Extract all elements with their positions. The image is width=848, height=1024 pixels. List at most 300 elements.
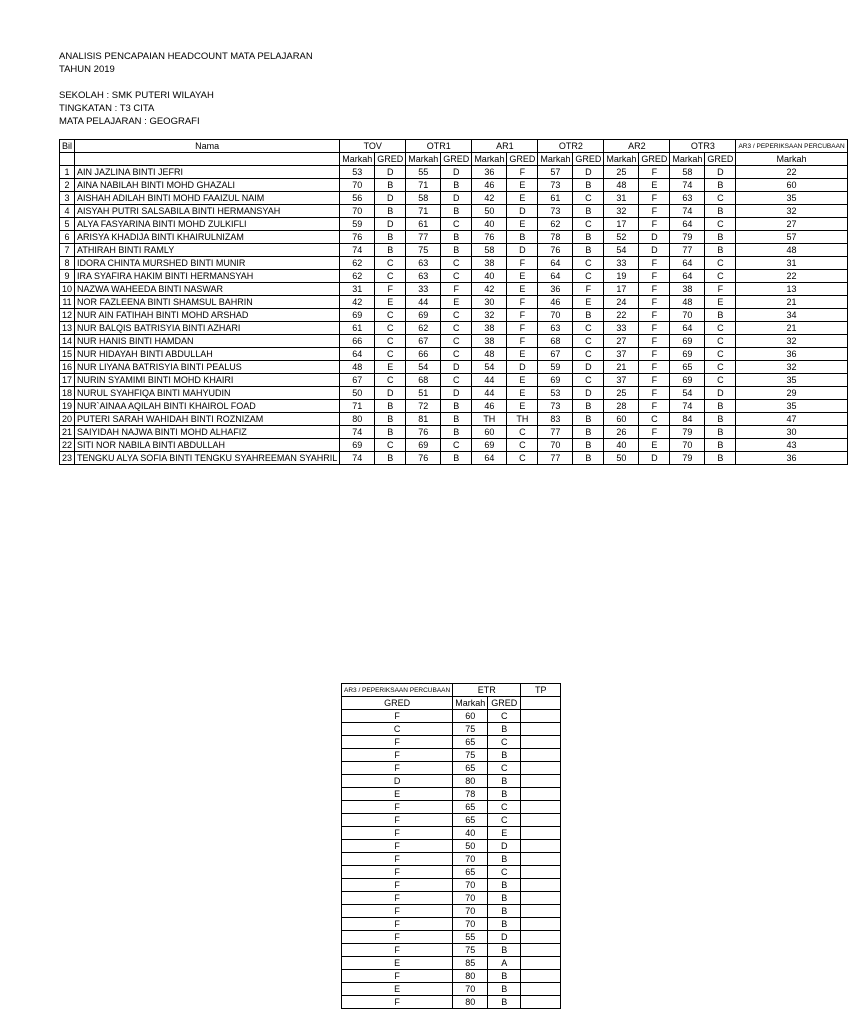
- cell-markah: 42: [340, 296, 375, 309]
- cell-gred: B: [488, 983, 521, 996]
- cell-markah: 65: [453, 801, 488, 814]
- col-markah: Markah: [453, 697, 488, 710]
- table-row-continued: [342, 801, 561, 814]
- cell-gred: B: [375, 231, 406, 244]
- cell-markah: TH: [472, 413, 507, 426]
- cell-gred: F: [342, 892, 453, 905]
- table-row: [60, 439, 848, 452]
- cell-markah: 44: [472, 374, 507, 387]
- cell-gred: F: [639, 426, 670, 439]
- cell-markah: 74: [670, 400, 705, 413]
- cell-markah: 31: [340, 283, 375, 296]
- cell-gred: D: [375, 218, 406, 231]
- cell-markah: 21: [736, 296, 847, 309]
- cell-gred: D: [488, 840, 521, 853]
- cell-markah: 72: [406, 400, 441, 413]
- cell-gred: C: [705, 192, 736, 205]
- cell-gred: F: [342, 970, 453, 983]
- cell-gred: B: [375, 426, 406, 439]
- cell-gred: B: [441, 426, 472, 439]
- cell-markah: 60: [604, 413, 639, 426]
- cell-gred: B: [573, 413, 604, 426]
- cell-markah: 58: [670, 166, 705, 179]
- cell-gred: D: [573, 361, 604, 374]
- cell-markah: 42: [472, 283, 507, 296]
- cell-markah: 48: [670, 296, 705, 309]
- cell-markah: 69: [670, 374, 705, 387]
- cell-tp: [521, 931, 561, 944]
- cell-bil: 23: [60, 452, 75, 465]
- cell-markah: 65: [453, 814, 488, 827]
- cell-gred: D: [441, 361, 472, 374]
- cell-gred: C: [573, 270, 604, 283]
- col-nama-blank: [75, 153, 340, 166]
- cell-markah: 40: [604, 439, 639, 452]
- cell-gred: F: [639, 283, 670, 296]
- cell-markah: 48: [340, 361, 375, 374]
- cell-gred: B: [573, 231, 604, 244]
- cell-gred: F: [342, 918, 453, 931]
- cell-bil: 3: [60, 192, 75, 205]
- cell-nama: NUR LIYANA BATRISYIA BINTI PEALUS: [75, 361, 340, 374]
- cell-tp: [521, 801, 561, 814]
- table-row: [60, 218, 848, 231]
- cell-markah: 79: [670, 452, 705, 465]
- col-group-etr: ETR: [453, 684, 521, 697]
- cell-bil: 21: [60, 426, 75, 439]
- cell-gred: C: [441, 322, 472, 335]
- cell-gred: C: [488, 866, 521, 879]
- cell-markah: 63: [406, 270, 441, 283]
- cell-gred: C: [375, 257, 406, 270]
- cell-markah: 70: [453, 983, 488, 996]
- cell-markah: 64: [340, 348, 375, 361]
- cell-markah: 70: [453, 853, 488, 866]
- cell-gred: B: [375, 452, 406, 465]
- cell-gred: D: [441, 166, 472, 179]
- cell-bil: 10: [60, 283, 75, 296]
- col-gred: GRED: [573, 153, 604, 166]
- cell-gred: F: [507, 257, 538, 270]
- cell-markah: 53: [538, 387, 573, 400]
- cell-gred: D: [488, 931, 521, 944]
- cell-gred: B: [375, 400, 406, 413]
- cell-gred: C: [375, 439, 406, 452]
- cell-gred: F: [639, 322, 670, 335]
- cell-gred: C: [507, 452, 538, 465]
- cell-gred: B: [488, 944, 521, 957]
- cell-gred: D: [705, 166, 736, 179]
- cell-tp: [521, 957, 561, 970]
- cell-markah: 38: [472, 335, 507, 348]
- cell-markah: 40: [453, 827, 488, 840]
- table-row: [60, 426, 848, 439]
- cell-gred: F: [507, 296, 538, 309]
- cell-markah: 80: [453, 996, 488, 1009]
- cell-markah: 31: [604, 192, 639, 205]
- cell-markah: 36: [736, 452, 847, 465]
- cell-markah: 29: [736, 387, 847, 400]
- table-row-continued: [342, 827, 561, 840]
- cell-markah: 77: [670, 244, 705, 257]
- cell-gred: E: [507, 192, 538, 205]
- cell-markah: 73: [538, 400, 573, 413]
- cell-bil: 22: [60, 439, 75, 452]
- cell-nama: SITI NOR NABILA BINTI ABDULLAH: [75, 439, 340, 452]
- cell-markah: 75: [406, 244, 441, 257]
- table-row-continued: [342, 905, 561, 918]
- cell-gred: F: [342, 853, 453, 866]
- cell-bil: 17: [60, 374, 75, 387]
- table-row: [60, 309, 848, 322]
- cell-markah: 69: [340, 439, 375, 452]
- cell-gred: E: [441, 296, 472, 309]
- cell-markah: 51: [406, 387, 441, 400]
- cell-markah: 78: [538, 231, 573, 244]
- cell-markah: 67: [406, 335, 441, 348]
- cell-gred: B: [705, 413, 736, 426]
- cell-gred: E: [375, 361, 406, 374]
- col-group-ar3-cont: AR3 / PEPERIKSAAN PERCUBAAN: [342, 684, 453, 697]
- cell-gred: B: [573, 179, 604, 192]
- cell-nama: ALYA FASYARINA BINTI MOHD ZULKIFLI: [75, 218, 340, 231]
- cell-markah: 73: [538, 179, 573, 192]
- cell-markah: 46: [538, 296, 573, 309]
- cell-gred: F: [375, 283, 406, 296]
- cell-markah: 67: [538, 348, 573, 361]
- cell-gred: B: [573, 244, 604, 257]
- cell-gred: C: [705, 348, 736, 361]
- cell-markah: 64: [670, 218, 705, 231]
- cell-gred: C: [488, 710, 521, 723]
- cell-gred: F: [639, 257, 670, 270]
- cell-bil: 15: [60, 348, 75, 361]
- cell-gred: TH: [507, 413, 538, 426]
- cell-gred: B: [573, 205, 604, 218]
- cell-gred: D: [639, 452, 670, 465]
- cell-bil: 2: [60, 179, 75, 192]
- cell-gred: C: [488, 762, 521, 775]
- cell-tp: [521, 866, 561, 879]
- cell-markah: 71: [406, 205, 441, 218]
- cell-markah: 63: [670, 192, 705, 205]
- cell-bil: 1: [60, 166, 75, 179]
- cell-gred: F: [639, 309, 670, 322]
- cell-markah: 68: [538, 335, 573, 348]
- cell-tp: [521, 762, 561, 775]
- cell-markah: 35: [736, 192, 847, 205]
- school-name: SEKOLAH : SMK PUTERI WILAYAH: [59, 90, 214, 101]
- table-row-continued: [342, 970, 561, 983]
- cell-markah: 70: [538, 439, 573, 452]
- cell-gred: D: [573, 166, 604, 179]
- cell-gred: C: [441, 335, 472, 348]
- cell-gred: B: [488, 996, 521, 1009]
- col-group-otr3: OTR3: [670, 140, 736, 153]
- cell-gred: F: [639, 335, 670, 348]
- cell-gred: F: [441, 283, 472, 296]
- headcount-table-continued: [341, 683, 561, 1009]
- table-row-continued: [342, 944, 561, 957]
- cell-markah: 74: [670, 205, 705, 218]
- cell-markah: 70: [453, 879, 488, 892]
- cell-markah: 32: [736, 205, 847, 218]
- cell-markah: 33: [604, 257, 639, 270]
- cell-gred: E: [342, 788, 453, 801]
- cell-gred: F: [342, 879, 453, 892]
- cell-markah: 50: [604, 452, 639, 465]
- cell-tp: [521, 736, 561, 749]
- cell-markah: 38: [472, 257, 507, 270]
- cell-tp: [521, 749, 561, 762]
- cell-gred: C: [705, 374, 736, 387]
- cell-tp: [521, 853, 561, 866]
- col-markah: Markah: [406, 153, 441, 166]
- table-row: [60, 296, 848, 309]
- col-markah: Markah: [340, 153, 375, 166]
- table-row-continued: [342, 931, 561, 944]
- cell-markah: 66: [406, 348, 441, 361]
- cell-gred: B: [488, 749, 521, 762]
- cell-nama: NUR AIN FATIHAH BINTI MOHD ARSHAD: [75, 309, 340, 322]
- cell-markah: 76: [406, 452, 441, 465]
- table-row: [60, 361, 848, 374]
- cell-markah: 75: [453, 723, 488, 736]
- cell-gred: C: [573, 322, 604, 335]
- cell-gred: F: [342, 762, 453, 775]
- cell-markah: 77: [538, 426, 573, 439]
- header-row-groups: [60, 140, 848, 153]
- cell-gred: C: [488, 801, 521, 814]
- col-group-otr2: OTR2: [538, 140, 604, 153]
- cell-markah: 13: [736, 283, 847, 296]
- cell-tp: [521, 892, 561, 905]
- cell-tp: [521, 983, 561, 996]
- cell-markah: 76: [472, 231, 507, 244]
- cell-gred: E: [507, 348, 538, 361]
- cell-nama: AISHAH ADILAH BINTI MOHD FAAIZUL NAIM: [75, 192, 340, 205]
- cell-markah: 55: [453, 931, 488, 944]
- cell-gred: F: [342, 905, 453, 918]
- cell-markah: 43: [736, 439, 847, 452]
- cell-markah: 80: [340, 413, 375, 426]
- cell-gred: B: [441, 205, 472, 218]
- cell-markah: 60: [472, 426, 507, 439]
- cell-gred: D: [375, 192, 406, 205]
- cell-markah: 69: [670, 335, 705, 348]
- cell-gred: D: [573, 387, 604, 400]
- cell-markah: 54: [406, 361, 441, 374]
- cell-markah: 53: [340, 166, 375, 179]
- cell-gred: B: [375, 205, 406, 218]
- cell-markah: 28: [604, 400, 639, 413]
- cell-gred: B: [488, 853, 521, 866]
- cell-gred: E: [507, 387, 538, 400]
- cell-gred: D: [639, 231, 670, 244]
- cell-gred: A: [488, 957, 521, 970]
- cell-markah: 17: [604, 218, 639, 231]
- cell-gred: E: [507, 179, 538, 192]
- cell-markah: 32: [736, 361, 847, 374]
- cell-markah: 42: [472, 192, 507, 205]
- cell-markah: 17: [604, 283, 639, 296]
- cell-gred: C: [441, 309, 472, 322]
- cell-gred: C: [375, 374, 406, 387]
- cell-markah: 73: [538, 205, 573, 218]
- cell-gred: F: [342, 736, 453, 749]
- cell-markah: 64: [538, 270, 573, 283]
- cell-gred: D: [705, 387, 736, 400]
- cell-markah: 52: [604, 231, 639, 244]
- table-row-continued: [342, 775, 561, 788]
- cell-markah: 25: [604, 166, 639, 179]
- cell-gred: F: [639, 205, 670, 218]
- cell-markah: 24: [604, 296, 639, 309]
- cell-bil: 11: [60, 296, 75, 309]
- cell-markah: 64: [670, 257, 705, 270]
- cell-gred: C: [573, 218, 604, 231]
- cell-gred: C: [441, 348, 472, 361]
- table-row: [60, 283, 848, 296]
- cell-gred: F: [342, 840, 453, 853]
- cell-markah: 81: [406, 413, 441, 426]
- cell-gred: D: [342, 775, 453, 788]
- cell-gred: B: [573, 426, 604, 439]
- cell-markah: 65: [453, 866, 488, 879]
- cell-markah: 75: [453, 749, 488, 762]
- cell-gred: B: [441, 400, 472, 413]
- cell-gred: F: [639, 270, 670, 283]
- table-row: [60, 244, 848, 257]
- table-row: [60, 374, 848, 387]
- cell-gred: B: [573, 452, 604, 465]
- cell-bil: 6: [60, 231, 75, 244]
- cell-markah: 34: [736, 309, 847, 322]
- table-row: [60, 270, 848, 283]
- cell-markah: 63: [406, 257, 441, 270]
- cell-gred: D: [507, 244, 538, 257]
- class-name: TINGKATAN : T3 CITA: [59, 103, 155, 114]
- cell-gred: C: [705, 218, 736, 231]
- col-markah: Markah: [736, 153, 847, 166]
- cell-markah: 54: [670, 387, 705, 400]
- cell-markah: 69: [670, 348, 705, 361]
- cell-markah: 68: [406, 374, 441, 387]
- cell-markah: 38: [670, 283, 705, 296]
- cell-markah: 48: [604, 179, 639, 192]
- cell-markah: 32: [604, 205, 639, 218]
- col-markah: Markah: [604, 153, 639, 166]
- table-row-continued: [342, 749, 561, 762]
- cell-nama: PUTERI SARAH WAHIDAH BINTI ROZNIZAM: [75, 413, 340, 426]
- cell-markah: 74: [670, 179, 705, 192]
- cell-markah: 70: [538, 309, 573, 322]
- cell-gred: B: [705, 231, 736, 244]
- cell-gred: F: [342, 944, 453, 957]
- cell-markah: 64: [472, 452, 507, 465]
- table-row: [60, 387, 848, 400]
- cell-markah: 36: [538, 283, 573, 296]
- cell-gred: F: [342, 866, 453, 879]
- cell-gred: D: [639, 244, 670, 257]
- cell-markah: 54: [604, 244, 639, 257]
- cell-markah: 61: [340, 322, 375, 335]
- table-row-continued: [342, 879, 561, 892]
- table-row: [60, 205, 848, 218]
- cell-gred: C: [705, 322, 736, 335]
- cell-markah: 58: [472, 244, 507, 257]
- cell-markah: 71: [406, 179, 441, 192]
- cell-gred: B: [488, 905, 521, 918]
- cell-markah: 26: [604, 426, 639, 439]
- cell-nama: AISYAH PUTRI SALSABILA BINTI HERMANSYAH: [75, 205, 340, 218]
- cell-markah: 69: [538, 374, 573, 387]
- cell-gred: E: [507, 374, 538, 387]
- cell-markah: 30: [472, 296, 507, 309]
- cell-markah: 79: [670, 231, 705, 244]
- cell-bil: 13: [60, 322, 75, 335]
- table-row: [60, 413, 848, 426]
- table-row-continued: [342, 762, 561, 775]
- cell-nama: NUR HIDAYAH BINTI ABDULLAH: [75, 348, 340, 361]
- cell-markah: 25: [604, 387, 639, 400]
- col-markah: Markah: [472, 153, 507, 166]
- cell-gred: F: [342, 931, 453, 944]
- cell-tp: [521, 970, 561, 983]
- cell-nama: IDORA CHINTA MURSHED BINTI MUNIR: [75, 257, 340, 270]
- cell-gred: C: [705, 361, 736, 374]
- cell-markah: 70: [670, 309, 705, 322]
- cell-gred: B: [705, 452, 736, 465]
- cell-markah: 64: [538, 257, 573, 270]
- cell-gred: C: [441, 439, 472, 452]
- cell-gred: F: [342, 801, 453, 814]
- cell-markah: 33: [406, 283, 441, 296]
- table-row-continued: [342, 853, 561, 866]
- cell-bil: 12: [60, 309, 75, 322]
- cell-markah: 83: [538, 413, 573, 426]
- cell-markah: 70: [670, 439, 705, 452]
- cell-gred: B: [705, 309, 736, 322]
- cell-gred: B: [441, 413, 472, 426]
- cell-markah: 84: [670, 413, 705, 426]
- cell-gred: F: [639, 387, 670, 400]
- cell-markah: 44: [406, 296, 441, 309]
- cell-gred: C: [705, 335, 736, 348]
- cell-gred: C: [573, 192, 604, 205]
- cell-markah: 31: [736, 257, 847, 270]
- cell-markah: 65: [453, 736, 488, 749]
- cell-gred: F: [342, 996, 453, 1009]
- cell-tp: [521, 944, 561, 957]
- cell-nama: AIN JAZLINA BINTI JEFRI: [75, 166, 340, 179]
- cell-markah: 37: [604, 348, 639, 361]
- cell-gred: E: [342, 957, 453, 970]
- cell-gred: F: [639, 192, 670, 205]
- cell-markah: 35: [736, 374, 847, 387]
- col-gred: GRED: [342, 697, 453, 710]
- cell-markah: 74: [340, 452, 375, 465]
- cell-gred: F: [639, 296, 670, 309]
- cell-markah: 76: [406, 426, 441, 439]
- cell-markah: 32: [472, 309, 507, 322]
- cell-bil: 5: [60, 218, 75, 231]
- cell-markah: 30: [736, 426, 847, 439]
- table-row: [60, 335, 848, 348]
- cell-gred: B: [488, 892, 521, 905]
- cell-gred: F: [639, 218, 670, 231]
- cell-gred: F: [639, 374, 670, 387]
